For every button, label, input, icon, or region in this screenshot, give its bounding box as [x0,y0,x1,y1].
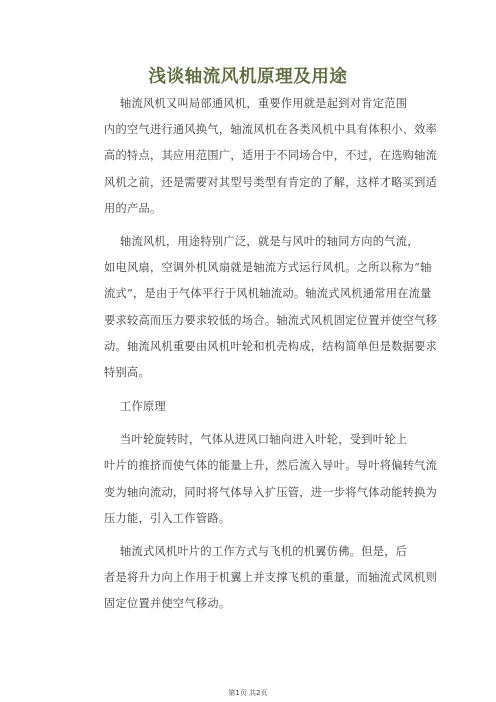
paragraph-4-line-1: 轴流式风机叶片的工作方式与飞机的机翼仿佛。但是，后 [120,545,408,558]
document-title: 浅谈轴流风机原理及用途 [148,67,348,87]
paragraph-4-line-3: 固定位置并使空气移动。 [104,597,231,610]
paragraph-1-line-4: 风机之前，还是需要对其型号类型有肯定的了解，这样才略买到适 [104,176,438,189]
paragraph-4-line-2: 者是将升力向上作用于机翼上并支撑飞机的重量，而轴流式风机则 [104,571,438,584]
paragraph-1-line-1: 轴流风机又叫局部通风机，重要作用就是起到对肯定范围 [120,97,408,110]
paragraph-2-line-2: 如电风扇，空调外机风扇就是轴流方式运行风机。之所以称为“轴 [104,261,432,274]
paragraph-1-line-2: 内的空气进行通风换气，轴流风机在各类风机中具有体积小、效率 [104,123,438,136]
paragraph-2-line-3: 流式”，是由于气体平行于风机轴流动。轴流式风机通常用在流量 [104,287,432,300]
paragraph-3-line-3: 变为轴向流动，同时将气体导入扩压管，进一步将气体动能转换为 [104,486,438,499]
paragraph-2-line-4: 要求较高而压力要求较低的场合。轴流式风机固定位置并使空气移 [104,314,438,327]
paragraph-1-line-5: 用的产品。 [104,202,162,215]
paragraph-3-line-1: 当叶轮旋转时，气体从进风口轴向进入叶轮，受到叶轮上 [120,433,408,446]
paragraph-2-line-1: 轴流风机，用途特别广泛，就是与风叶的轴同方向的气流， [120,235,419,248]
paragraph-2-line-6: 特别高。 [104,366,150,379]
section-heading-working-principle: 工作原理 [120,400,166,413]
paragraph-3-line-4: 压力能，引入工作管路。 [104,512,231,525]
paragraph-1-line-3: 高的特点，其应用范围广，适用于不同场合中，不过，在选购轴流 [104,149,438,162]
paragraph-2-line-5: 动。轴流风机重要由风机叶轮和机壳构成，结构简单但是数据要求 [104,340,438,353]
paragraph-3-line-2: 叶片的推挤而使气体的能量上升，然后流入导叶。导叶将偏转气流 [104,459,438,472]
page-number-footer: 第1页 共2页 [228,689,268,697]
